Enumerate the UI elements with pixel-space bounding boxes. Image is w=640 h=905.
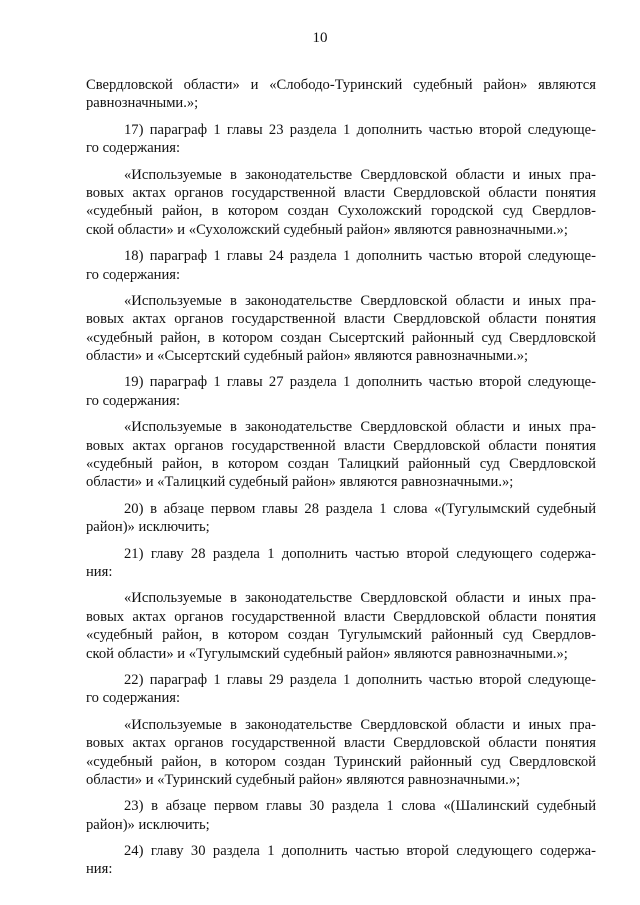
text-line: вовых актах органов государственной власти Свердловской области понятия [86,184,596,201]
page-number: 10 [312,30,328,46]
text-line: вовых актах органов государственной власти Свердловской области понятия [86,735,596,752]
text-line: «судебный район, в котором создан Туринский районный суд Свердловской [86,753,596,770]
paragraph-item-18 [86,247,596,284]
paragraph-item-21 [86,545,596,582]
paragraph-item-17 [86,121,596,158]
text-line: вовых актах органов государственной власти Свердловской области понятия [86,311,596,328]
text-line: 20) в абзаце первом главы 28 раздела 1 слова «(Тугулымский судебный [124,500,596,517]
paragraph-continuation [86,76,596,113]
text-line: 24) главу 30 раздела 1 дополнить частью второй следующего содержа- [124,843,596,860]
text-line: го содержания: [86,266,181,283]
text-line: район)» исключить; [86,816,210,833]
paragraph-item-20 [86,500,596,537]
paragraph-quote-22 [86,716,596,790]
text-line: «Используемые в законодательстве Свердловской области и иных пра- [124,590,596,607]
text-line: «Используемые в законодательстве Свердловской области и иных пра- [124,166,596,183]
text-line: 17) параграф 1 главы 23 раздела 1 дополнить частью второй следующе- [124,121,596,138]
paragraph-quote-18 [86,292,596,366]
text-line: ния: [86,563,113,580]
paragraph-quote-21 [86,589,596,663]
text-line: вовых актах органов государственной власти Свердловской области понятия [86,608,596,625]
text-line: ния: [86,861,113,878]
paragraph-item-23 [86,797,596,834]
text-line: 21) главу 28 раздела 1 дополнить частью второй следующего содержа- [124,545,596,562]
text-line: 22) параграф 1 главы 29 раздела 1 дополнить частью второй следующе- [124,671,596,688]
text-line: 18) параграф 1 главы 24 раздела 1 дополнить частью второй следующе- [124,248,596,265]
text-line: район)» исключить; [86,519,210,536]
text-line: «судебный район, в котором создан Сысертский районный суд Свердловской [86,329,596,346]
text-line: го содержания: [86,690,181,707]
text-line: «судебный район, в котором создан Тугулымский районный суд Свердлов- [86,627,596,644]
paragraph-item-24 [86,842,596,879]
text-line: 19) параграф 1 главы 27 раздела 1 дополнить частью второй следующе- [124,374,596,391]
text-line: равнозначными.»; [86,95,199,112]
paragraph-item-19 [86,373,596,410]
text-line: го содержания: [86,392,181,409]
paragraph-quote-19 [86,418,596,492]
text-line: вовых актах органов государственной власти Свердловской области понятия [86,437,596,454]
document-body [86,76,596,887]
text-line: области» и «Туринский судебный район» являются равнозначными.»; [86,771,521,788]
text-line: области» и «Сысертский судебный район» являются равнозначными.»; [86,348,529,365]
paragraph-quote-17 [86,166,596,240]
text-line: Свердловской области» и «Слободо-Туринский судебный район» являются [86,77,596,93]
text-line: области» и «Талицкий судебный район» являются равнозначными.»; [86,474,514,491]
text-line: 23) в абзаце первом главы 30 раздела 1 слова «(Шалинский судебный [124,798,596,815]
text-line: ской области» и «Тугулымский судебный район» являются равнозначными.»; [86,645,568,662]
text-line: «Используемые в законодательстве Свердловской области и иных пра- [124,716,596,733]
text-line: «судебный район, в котором создан Талицкий районный суд Свердловской [86,456,596,473]
text-line: го содержания: [86,140,181,157]
text-line: «судебный район, в котором создан Сухоложский городской суд Свердлов- [86,203,596,220]
text-line: «Используемые в законодательстве Свердловской области и иных пра- [124,292,596,309]
paragraph-item-22 [86,671,596,708]
text-line: ской области» и «Сухоложский судебный район» являются равнозначными.»; [86,221,568,238]
text-line: «Используемые в законодательстве Свердловской области и иных пра- [124,419,596,436]
